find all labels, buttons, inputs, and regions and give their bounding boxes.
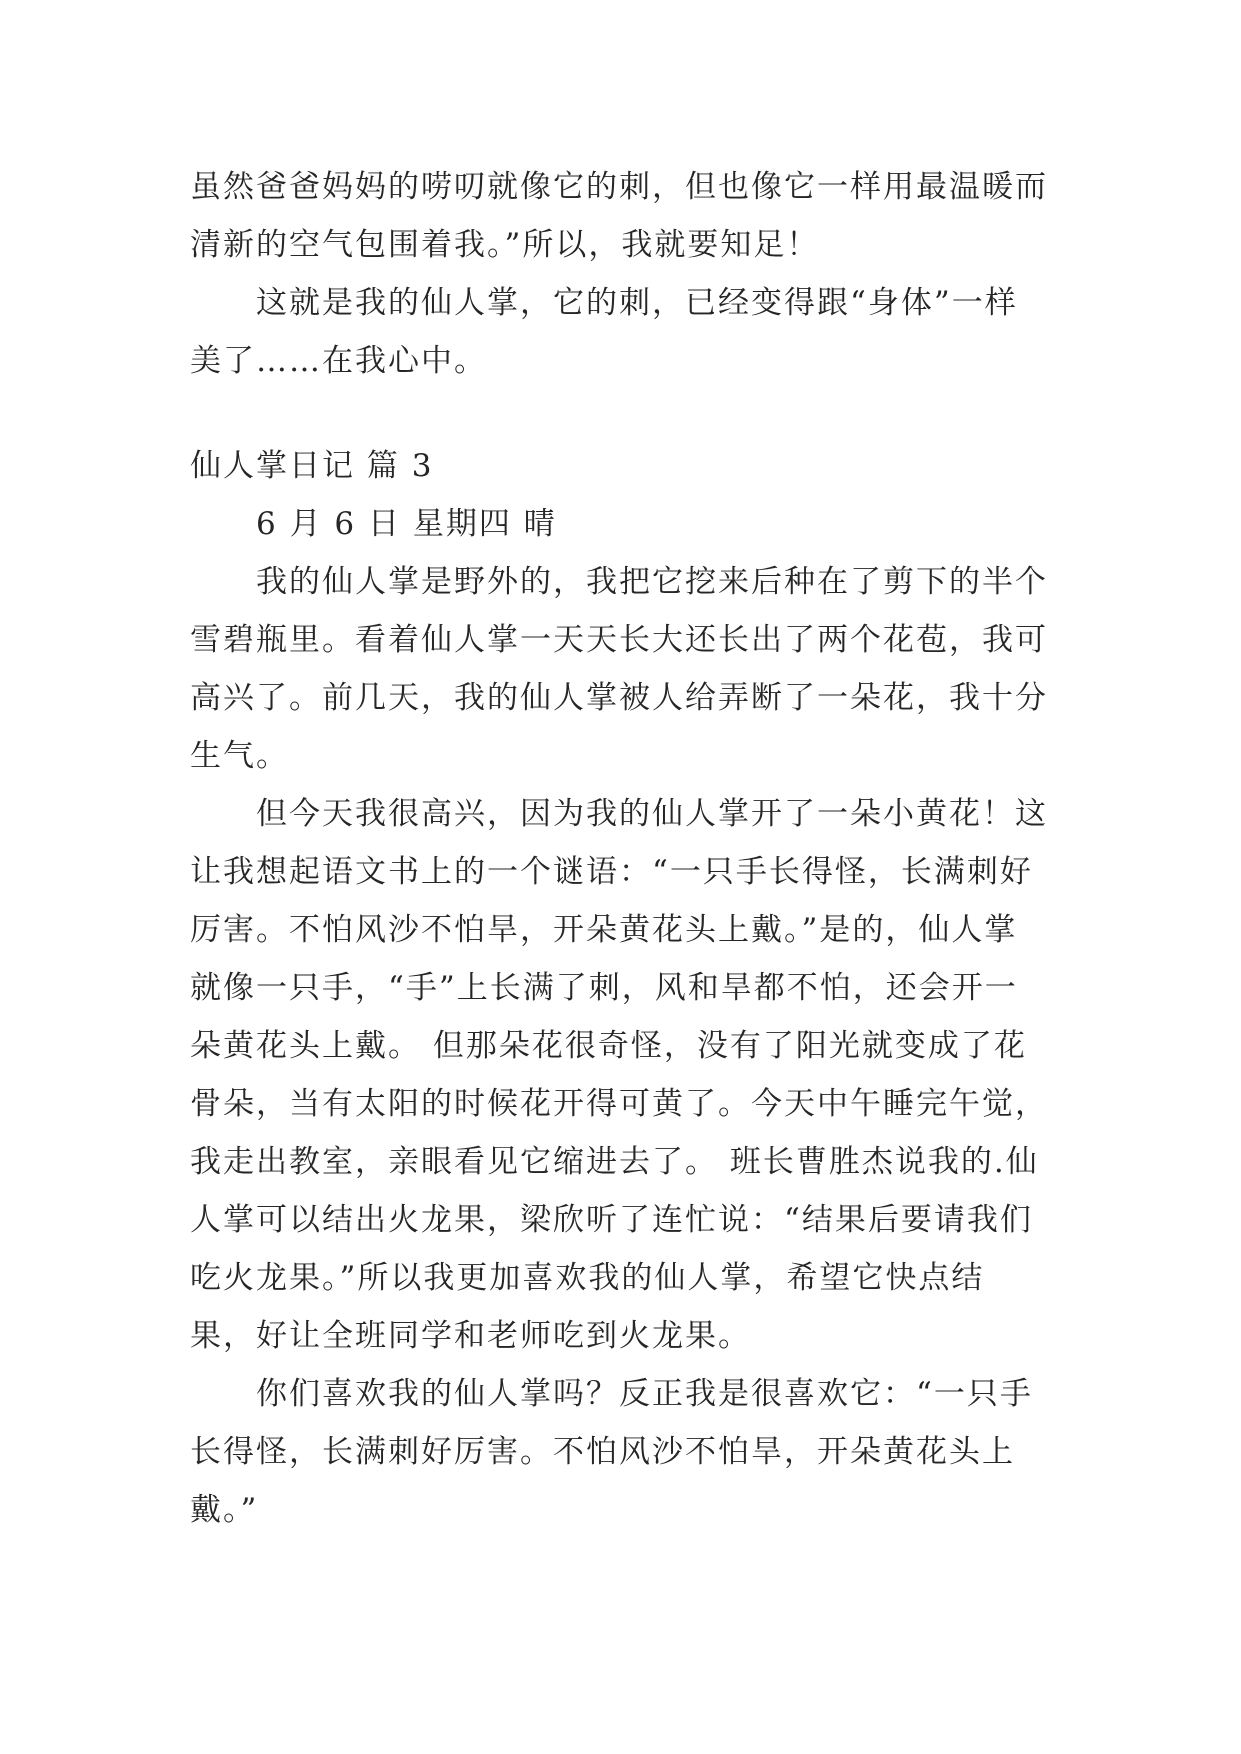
paragraph: 你们喜欢我的仙人掌吗？反正我是很喜欢它：“一只手长得怪，长满刺好厉害。不怕风沙不怕旱，开朵黄花头上戴。” — [190, 1376, 1033, 1528]
diary-date-line: 6 月 6 日 星期四 晴 — [256, 506, 557, 542]
paragraph-continued: 虽然爸爸妈妈的唠叨就像它的刺，但也像它一样用最温暖而清新的空气包围着我。”所以，我就要知足！ — [190, 169, 1048, 263]
document-body — [190, 158, 1050, 1539]
paragraph: 我的仙人掌是野外的，我把它挖来后种在了剪下的半个雪碧瓶里。看着仙人掌一天天长大还长出了两个花苞，我可高兴了。前几天，我的仙人掌被人给弄断了一朵花，我十分生气。 — [190, 564, 1048, 774]
paragraph: 但今天我很高兴，因为我的仙人掌开了一朵小黄花！这让我想起语文书上的一个谜语：“一只手长得怪，长满刺好厉害。不怕风沙不怕旱，开朵黄花头上戴。”是的，仙人掌就像一只手，“手”上长满了刺，风和旱都不怕，还会开一朵黄花头上戴。 但那朵花很奇怪，没有了阳光就变成了花骨朵，当有太阳的时候花开得可黄了。今天中午睡完午觉，我走出教室，亲眼看见它缩进去了。 班长曹胜杰说我的.仙人掌可以结出火龙果，梁欣听了连忙说：“结果后要请我们吃火龙果。”所以我更加喜欢我的仙人掌，希望它快点结果，好让全班同学和老师吃到火龙果。 — [190, 796, 1048, 1354]
section-title: 仙人掌日记 篇 3 — [190, 448, 434, 484]
paragraph-closing: 这就是我的仙人掌，它的刺，已经变得跟“身体”一样美了……在我心中。 — [190, 285, 1018, 379]
